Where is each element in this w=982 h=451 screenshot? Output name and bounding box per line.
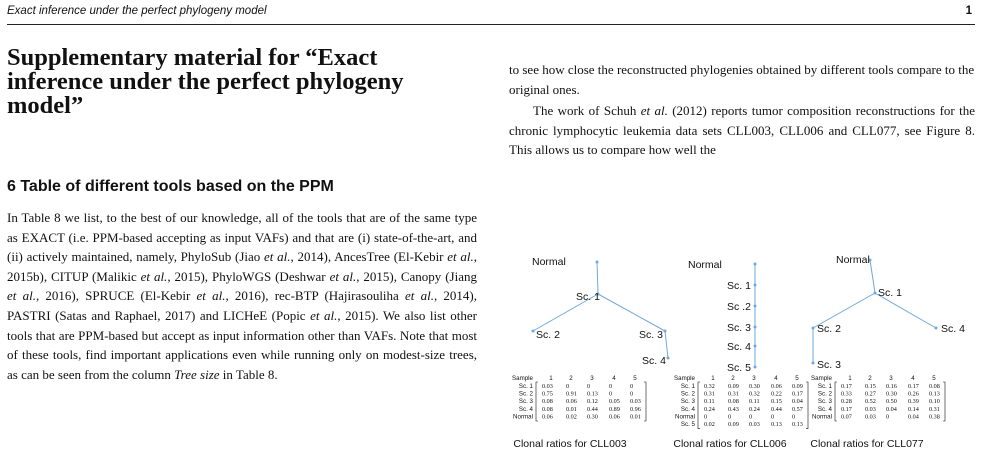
matrix-cell: 0 [609,383,613,390]
matrix-row-label: Sc. 1 [680,383,695,390]
matrix-cell: 0.13 [771,421,782,428]
matrix-cell: 0.15 [771,398,782,406]
matrix-cell: 0.05 [609,398,620,406]
matrix-cell: 0.31 [728,390,739,398]
section-paragraph-run: et al. [329,268,357,284]
matrix-cell: 0.38 [929,413,940,421]
right-paragraph-2 [509,101,975,160]
matrix-column-header: 4 [911,375,915,382]
section-paragraph-run: , 2015b), CITUP (Malikic [7,249,478,284]
matrix-row-label: Sc. 4 [680,405,695,413]
tree-node-label: Sc. 1 [576,291,600,303]
tree-node-dot [754,305,757,308]
matrix-cell: 0.07 [841,413,852,421]
section-paragraph-run: et al. [310,307,338,323]
section-paragraph-run: , 2014), AncesTree (El-Kebir [290,249,448,265]
right-paragraph-1: to see how close the reconstructed phylogenies obtained by different tools compare to the original ones. [509,62,975,97]
page-number: 1 [965,5,972,17]
running-header-bar [0,0,982,22]
matrix-cell: 0.04 [792,398,803,406]
matrix-sample-label: Sample [811,375,832,382]
matrix-row-label: Sc. 5 [680,421,695,428]
section-paragraph-run: Tree size [174,366,220,382]
clonal-ratio-matrix-3 [811,375,945,421]
matrix-row-label: Sc. 2 [518,390,533,398]
matrix-cell: 0.91 [566,390,577,398]
clonal-ratio-matrix-1 [512,375,646,421]
matrix-column-header: 1 [549,375,553,382]
tree-node-label: Sc. 5 [727,362,751,374]
matrix-row-label: Sc. 2 [817,390,832,398]
matrix-cell: 0.03 [542,383,553,390]
matrix-column-header: 1 [848,375,852,382]
section-paragraph-run: , 2016), SPRUCE (El-Kebir [35,288,197,304]
matrix-cell: 0.17 [841,383,852,390]
tree-node-dot [812,362,815,365]
matrix-cell: 0 [749,413,753,421]
tree-node-dot [754,366,757,369]
matrix-cell: 0 [886,413,890,421]
matrix-bracket-left [536,382,538,421]
matrix-cell: 0.08 [542,405,553,413]
matrix-row-label: Normal [513,413,533,421]
page-title: Supplementary material for “Exact inference under the perfect phylogeny model” [7,44,404,119]
tree-node-dot [664,330,667,333]
section-paragraph-run: et al. [264,249,291,265]
matrix-cell: 0.03 [749,421,760,428]
matrix-column-header: 5 [932,375,936,382]
matrix-cell: 0 [704,413,708,421]
section-paragraph-run: In Table 8 we list, to the best of our knowledge, all of the tools that are of the same type as EXACT (i.e. PPM-based accepting as input VAFs) and that are (i) state-of-the-art, and (ii) actively maintained, namely, PhyloSub (Jiao [7,210,477,265]
tree-node-label: Sc. 3 [639,329,663,341]
matrix-cell: 0.08 [728,398,739,406]
matrix-column-header: 2 [569,375,573,382]
tree-node-label: Sc .2 [727,301,751,313]
matrix-cell: 0.12 [587,398,598,406]
matrix-cell: 0.28 [841,398,852,406]
matrix-cell: 0.31 [704,390,715,398]
matrix-cell: 0.39 [908,398,919,406]
tree-node-label: Normal [532,256,566,268]
matrix-cell: 0.11 [749,398,760,406]
matrix-cell: 0.89 [609,405,620,413]
matrix-cell: 0 [609,390,613,398]
matrix-cell: 0.30 [749,383,760,390]
matrix-cell: 0.04 [886,405,897,413]
tree-node-label: Sc. 4 [727,341,751,353]
matrix-cell: 0.22 [771,390,782,398]
matrix-cell: 0.32 [704,383,715,390]
section-paragraph-run: et al. [7,288,36,304]
tree-node-dot [812,327,815,330]
matrix-bracket-right [943,382,945,421]
tree-node-label: Sc. 2 [536,329,560,341]
matrix-row-label: Normal [812,413,832,421]
tree-node-label: Normal [836,254,870,266]
matrix-cell: 0.52 [865,398,876,406]
figure-caption: Clonal ratios for CLL003 [513,438,627,450]
matrix-cell: 0 [630,390,634,398]
matrix-bracket-left [835,382,837,421]
tree-panel-2 [688,259,757,374]
section-paragraph-run: , 2015). We also list other tools that are PPM-based but accept as input information other than VAFs. Note that most of these tools, find important applications even while running only on modest-size trees, as can be seen from the column [7,307,478,382]
tree-node-dot [532,330,535,333]
matrix-cell: 0.27 [865,390,876,398]
section-paragraph-run: et al. [447,249,474,265]
tree-node-dot [754,284,757,287]
tree-node-dot [754,345,757,348]
matrix-column-header: 2 [868,375,872,382]
matrix-cell: 0 [728,413,732,421]
matrix-bracket-right [644,382,646,421]
matrix-cell: 0.08 [542,398,553,406]
matrix-column-header: 4 [774,375,778,382]
matrix-cell: 0.03 [630,398,641,406]
matrix-cell: 0.13 [929,390,940,398]
matrix-cell: 0.17 [908,383,919,390]
section-paragraph [7,208,477,384]
right-paragraph-2-run: et al. [640,103,668,118]
matrix-cell: 0.24 [749,405,760,413]
matrix-cell: 0.01 [630,413,641,421]
tree-node-label: Sc. 1 [727,280,751,292]
matrix-cell: 0.08 [929,383,940,390]
tree-node-label: Normal [688,259,722,271]
matrix-row-label: Sc. 1 [518,383,533,390]
right-paragraph-2-run: (2012) reports tumor composition reconstructions for the chronic lymphocytic leukemia data sets CLL003, CLL006 and CLL077, see Figure 8. This allows us to compare how well the [509,103,975,158]
matrix-column-header: 4 [612,375,616,382]
matrix-cell: 0.17 [792,390,803,398]
tree-node-label: Sc. 3 [727,322,751,334]
matrix-column-header: 2 [731,375,735,382]
matrix-column-header: 3 [590,375,594,382]
tree-node-label: Sc. 1 [878,287,902,299]
matrix-cell: 0.06 [771,383,782,390]
matrix-cell: 0.30 [886,390,897,398]
phylogeny-figure [512,248,970,450]
matrix-cell: 0.03 [865,405,876,413]
clonal-ratio-matrix-2 [674,375,808,429]
matrix-row-label: Sc. 1 [817,383,832,390]
matrix-cell: 0.17 [841,405,852,413]
tree-panel-1 [532,256,670,367]
matrix-cell: 0.09 [728,383,739,390]
tree-node-dot [667,357,670,360]
matrix-cell: 0.02 [704,421,715,428]
matrix-cell: 0.33 [841,390,852,398]
matrix-column-header: 1 [711,375,715,382]
matrix-cell: 0.75 [542,390,553,398]
matrix-cell: 0.06 [609,413,620,421]
matrix-bracket-left [698,382,700,429]
matrix-sample-label: Sample [674,375,695,382]
matrix-cell: 0.06 [542,413,553,421]
matrix-cell: 0.96 [630,405,641,413]
matrix-cell: 0.13 [792,421,803,428]
matrix-cell: 0.01 [566,405,577,413]
tree-node-dot [754,326,757,329]
matrix-sample-label: Sample [512,375,533,382]
tree-panel-3 [812,254,966,371]
matrix-cell: 0.44 [771,405,782,413]
matrix-cell: 0.14 [908,405,919,413]
figure-caption: Clonal ratios for CLL006 [673,438,787,450]
matrix-column-header: 3 [889,375,893,382]
tree-node-dot [935,327,938,330]
matrix-cell: 0.02 [566,413,577,421]
tree-node-label: Sc. 4 [941,323,965,335]
matrix-cell: 0.09 [728,421,739,428]
section-paragraph-run: , 2016), rec-BTP (Hajirasouliha [225,288,406,304]
tree-edge [870,260,875,293]
tree-edge [597,262,598,294]
matrix-cell: 0.13 [587,390,598,398]
matrix-bracket-right [806,382,808,429]
running-header: Exact inference under the perfect phylogeny model [7,5,267,17]
section-paragraph-run: , 2015), Canopy (Jiang [356,268,477,284]
matrix-column-header: 5 [795,375,799,382]
matrix-column-header: 3 [752,375,756,382]
section-paragraph-run: , 2014), PASTRI (Satas and Raphael, 2017) and LICHeE (Popic [7,288,477,323]
section-heading: 6 Table of different tools based on the PPM [7,178,334,195]
matrix-cell: 0 [771,413,775,421]
matrix-cell: 0.11 [704,398,715,406]
header-rule [7,24,975,25]
section-paragraph-run: et al. [196,288,226,304]
right-paragraph-2-run: The work of Schuh [533,103,641,118]
matrix-cell: 0 [792,413,796,421]
matrix-row-label: Sc. 3 [680,398,695,406]
section-paragraph-run: et al. [405,288,434,304]
section-paragraph-run: in Table 8. [219,366,278,382]
matrix-cell: 0.15 [865,383,876,390]
matrix-row-label: Sc. 4 [817,405,832,413]
tree-node-label: Sc. 2 [817,323,841,335]
matrix-cell: 0.04 [908,413,919,421]
matrix-cell: 0 [630,383,634,390]
tree-node-dot [754,263,757,266]
matrix-cell: 0.16 [886,383,897,390]
matrix-row-label: Normal [675,413,695,421]
matrix-cell: 0.26 [908,390,919,398]
figure-caption: Clonal ratios for CLL077 [810,438,924,450]
tree-node-label: Sc. 3 [817,359,841,371]
matrix-cell: 0.09 [792,383,803,390]
tree-node-dot [874,292,877,295]
matrix-row-label: Sc. 3 [518,398,533,406]
matrix-cell: 0.43 [728,405,739,413]
section-paragraph-run: , 2015), PhyloWGS (Deshwar [167,268,330,284]
matrix-cell: 0.10 [929,398,940,406]
matrix-row-label: Sc. 3 [817,398,832,406]
matrix-cell: 0 [566,383,570,390]
matrix-cell: 0.03 [865,413,876,421]
matrix-cell: 0.06 [566,398,577,406]
matrix-cell: 0.30 [587,413,598,421]
matrix-column-header: 5 [633,375,637,382]
matrix-cell: 0.44 [587,405,598,413]
tree-node-label: Sc. 4 [642,355,666,367]
matrix-cell: 0 [587,383,591,390]
matrix-cell: 0.57 [792,405,803,413]
tree-node-dot [596,261,599,264]
section-paragraph-run: et al. [140,268,168,284]
matrix-cell: 0.32 [749,390,760,398]
matrix-cell: 0.31 [929,405,940,413]
matrix-cell: 0.24 [704,405,715,413]
tree-edge [598,294,665,331]
tree-edge [665,331,668,358]
matrix-row-label: Sc. 4 [518,405,533,413]
matrix-cell: 0.50 [886,398,897,406]
matrix-row-label: Sc. 2 [680,390,695,398]
